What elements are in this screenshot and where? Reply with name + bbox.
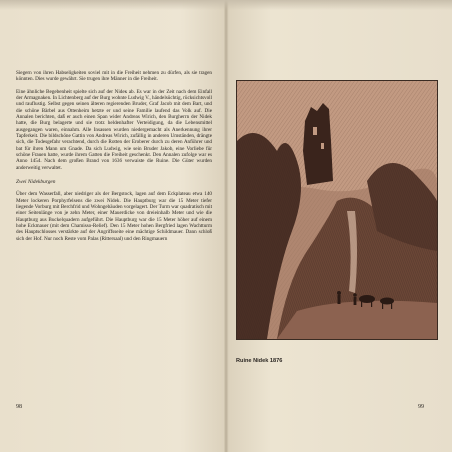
left-paragraph-2: Eine ähnliche Begebenheit spielte sich auf der Nideк ab. Es war in der Zeit nach dem Einfall der Armagnaken. In Lichtenberg auf der Burg wohnte Ludwig V., händelsüchtig, rücksichtsvoll und rauflustig. Selbst gegen seinen älteren regierenden Bruder, Graf Jacob mit dem Bart, und die schöne Bärbel aus Ottenheim hetzte er und seine Familie laufend das Volk auf. Die Annalen berichten, daß er auch einen Span wider Andreas Wirich, den Burgherrn der Nidek hatte, die Burg belagerte und sie trotz heldenhafter Verteidigung, da die Lebensmittel ausgegangen waren, einnahm. Alle Insassen wurden niedergemacht als Anerkennung ihrer Tapferkeit. Die bildschöne Gattin von Andreas Wirich, zufällig in anderen Umständen, drängte sich, die Todesgefahr verachtend, durch die Rotten der Eroberer durch zu deren Anführer und bat für ihren Mann um Gnade. Da sich Ludwig, wie sein Bruder Jakob, eine Vorliebe für schöne Frauen hatte, wurde ihrem Gatten die Freiheit geschenkt. Den Annalen zufolge war es Anno 1454. Nach dem großen Brand von 1636 verwaiste die Ruine. Die Güter wurden anderweitig verwaltet.: [16, 88, 212, 171]
left-page: [16, 70, 212, 242]
ruin-engraving: [237, 81, 437, 339]
ruin-illustration: [236, 80, 438, 340]
illustration-caption: Ruine Nidek 1876: [236, 358, 283, 364]
left-page-number: 98: [16, 404, 22, 410]
right-page-number: 99: [418, 404, 424, 410]
left-paragraph-3: Über dem Wasserfall, aber niedriger als der Bergstock, lagen auf dem Eckplateau etwa 140 Meter lockeren Porphyrfelsens die zwei Nidek. Die Hauptburg war die 15 Meter tiefer liegende Vorburg mit Berchfrid und Wohngebäuden vorgelagert. Der Turm war quadratisch mit einer Seitenlänge von je zehn Meter, einer Mauerdicke von dreieinhalb Meter und wie die Hauptburg aus Buckelquadern aufgeführt. Die Hauptburg war die 15 Meter höher auf einem hohe Eckmauer (mit dem Chamisso-Relief). Den 15 Meter hohen Bergfried lagen Wachtturm des Hauptschlosses verstärkte auf der Angriffsseite eine mächtige Schildmauer. Dann schloß sich der Hof. Nur noch Reste vom Palas (Rittersaal) und den Ringmauern: [16, 191, 212, 242]
right-page: [236, 80, 436, 440]
section-subheading: Zwei Nidekburgen: [16, 179, 56, 186]
top-shadow: [0, 0, 452, 10]
left-paragraph-1: Siegern von ihren Habseligkeiten soviel mit in die Freiheit nehmen zu dürfen, als sie tragen könnten. Dies wurde gewährt. Sie trugen ihre Männer in die Freiheit.: [16, 70, 212, 83]
